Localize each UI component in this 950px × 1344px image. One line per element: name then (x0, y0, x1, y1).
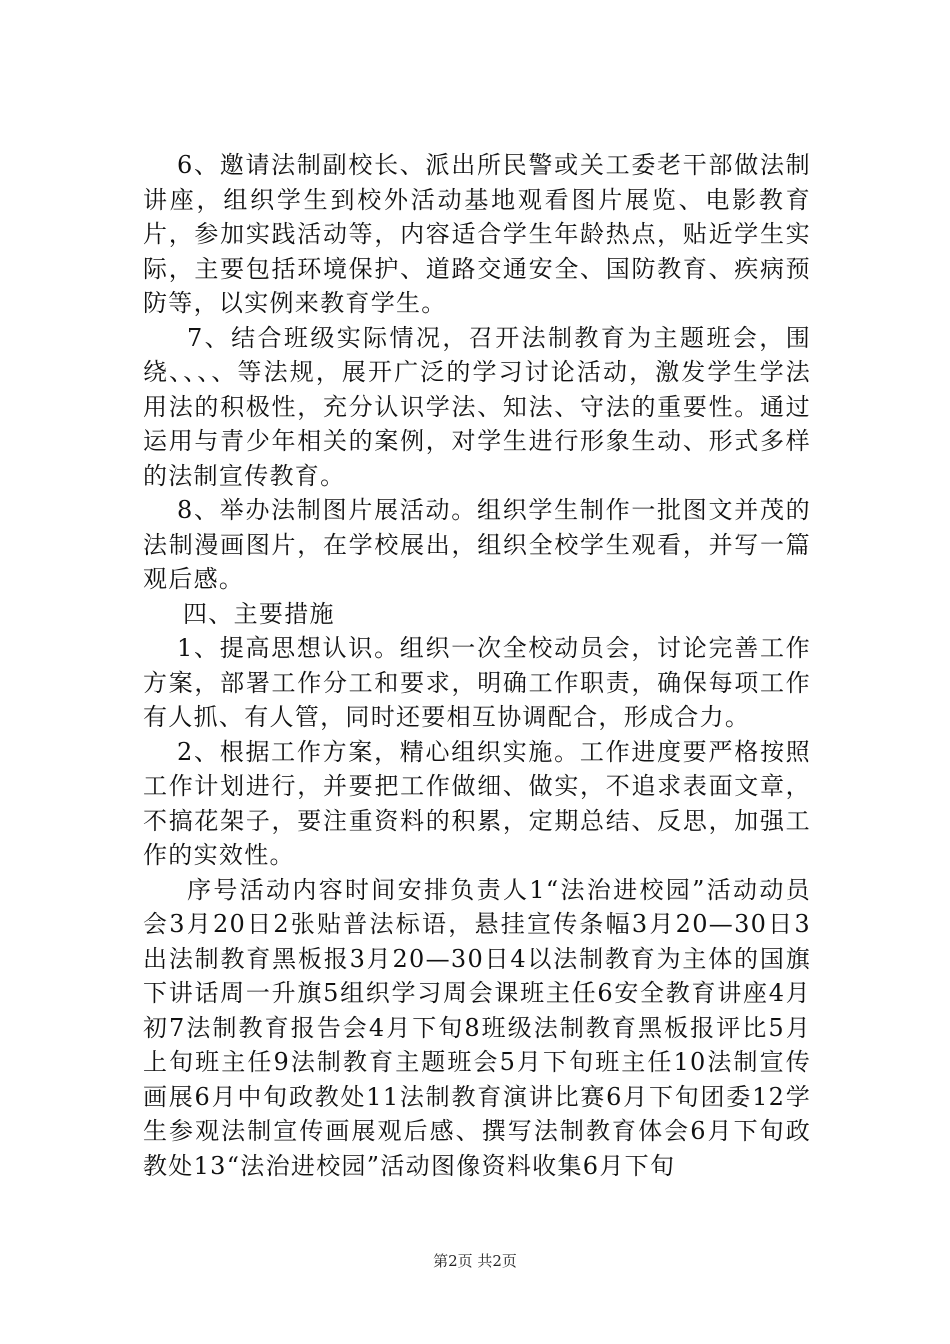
section-heading-measures: 四、主要措施 (183, 599, 335, 628)
paragraph-measure-2: 2、根据工作方案，精心组织实施。工作进度要严格按照工作计划进行，并要把工作做细、做实，不追求表面文章，不搞花架子，要注重资料的积累，定期总结、反思，加强工作的实效性。 (143, 737, 811, 869)
page-footer: 第2页 共2页 (433, 1252, 517, 1270)
paragraph-measure-1: 1、提高思想认识。组织一次全校动员会，讨论完善工作方案，部署工作分工和要求，明确工作职责，确保每项工作有人抓、有人管，同时还要相互协调配合，形成合力。 (143, 634, 811, 731)
paragraph-schedule: 序号活动内容时间安排负责人1“法治进校园”活动动员会3月20日2张贴普法标语，悬挂宣传条幅3月20—30日3出法制教育黑板报3月20—30日4以法制教育为主体的国旗下讲话周一升旗5组织学习周会课班主任6安全教育讲座4月初7法制教育报告会4月下旬8班级法制教育黑板报评比5月上旬班主任9法制教育主题班会5月下旬班主任10法制宣传画展6月中旬政教处11法制教育演讲比赛6月下旬团委12学生参观法制宣传画展观后感、撰写法制教育体会6月下旬政教处13“法治进校园”活动图像资料收集6月下旬 (143, 875, 811, 1180)
document-body (143, 148, 811, 1183)
paragraph-item-7: 7、结合班级实际情况，召开法制教育为主题班会，围绕、、、、等法规，展开广泛的学习讨论活动，激发学生学法用法的积极性，充分认识学法、知法、守法的重要性。通过运用与青少年相关的案例，对学生进行形象生动、形式多样的法制宣传教育。 (143, 323, 811, 490)
paragraph-item-8: 8、举办法制图片展活动。组织学生制作一批图文并茂的法制漫画图片，在学校展出，组织全校学生观看，并写一篇观后感。 (143, 496, 811, 593)
paragraph-item-6: 6、邀请法制副校长、派出所民警或关工委老干部做法制讲座，组织学生到校外活动基地观看图片展览、电影教育片，参加实践活动等，内容适合学生年龄热点，贴近学生实际，主要包括环境保护、道路交通安全、国防教育、疾病预防等，以实例来教育学生。 (143, 151, 811, 317)
